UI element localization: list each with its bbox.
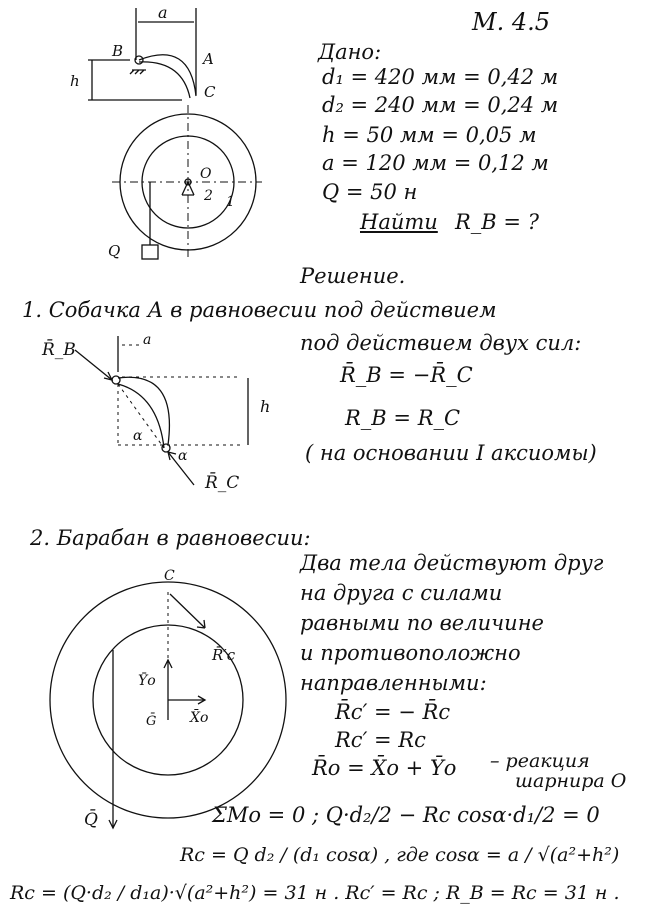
problem-number: М. 4.5 xyxy=(472,8,550,36)
label-Q3: Q̄ xyxy=(84,810,98,830)
given-d1: d₁ = 420 мм = 0,42 м xyxy=(322,65,559,89)
step2-eq3-note1: – реакция xyxy=(490,750,590,772)
figure-drum-forces xyxy=(50,568,286,830)
label-C: C xyxy=(204,83,216,101)
label-alpha1: α xyxy=(133,428,143,444)
step2-eq1: R̄c′ = − R̄c xyxy=(335,700,451,724)
step1-line1: 1. Собачка А в равновесии под действием xyxy=(22,298,497,322)
label-G: Ḡ xyxy=(146,714,157,729)
rc-formula: Rc = Q d₂ / (d₁ cosα) , где cosα = a / √(a²+h²) xyxy=(180,844,620,866)
label-Rc-prime: R̄′c xyxy=(212,646,236,664)
step2-text-1: Два тела действуют друг xyxy=(300,551,604,575)
label-Xo: X̄o xyxy=(190,710,209,726)
step2-text-2: на друга с силами xyxy=(300,581,503,605)
find-value: R_B = ? xyxy=(455,210,539,234)
step2-text-5: направленными: xyxy=(300,671,487,695)
step2-eq2: Rc′ = Rc xyxy=(335,728,426,752)
label-RC: R̄_C xyxy=(205,473,240,493)
step2-eq3: R̄o = X̄o + Ȳo xyxy=(312,756,457,780)
step2-line1: 2. Барабан в равновесии: xyxy=(30,526,311,550)
label-RB: R̄_B xyxy=(42,340,76,360)
label-A: A xyxy=(203,50,214,68)
given-d2: d₂ = 240 мм = 0,24 м xyxy=(322,93,559,117)
label-a2: a xyxy=(143,332,152,348)
label-a: a xyxy=(158,3,168,22)
step2-text-4: и противоположно xyxy=(300,641,521,665)
label-O: O xyxy=(200,166,212,182)
find-label: Найти xyxy=(360,210,438,234)
moment-equation: ΣMo = 0 ; Q·d₂/2 − Rc cosα·d₁/2 = 0 xyxy=(212,803,600,827)
label-alpha2: α xyxy=(178,448,188,464)
step2-text-3: равными по величине xyxy=(300,611,544,635)
step1-note: ( на основании I аксиомы) xyxy=(305,441,597,465)
label-C3: C xyxy=(164,568,175,584)
label-B: B xyxy=(112,42,124,60)
given-a: a = 120 мм = 0,12 м xyxy=(322,151,549,175)
given-h: h = 50 мм = 0,05 м xyxy=(322,123,537,147)
given-title: Дано: xyxy=(318,40,382,64)
label-1: 1 xyxy=(226,194,235,210)
label-h2: h xyxy=(260,397,271,416)
label-Q: Q xyxy=(108,242,121,260)
given-Q: Q = 50 н xyxy=(322,180,418,204)
label-Yo: Ȳo xyxy=(138,673,156,689)
final-answer: Rc = (Q·d₂ / d₁a)·√(a²+h²) = 31 н . Rc′ = Rc ; R_B = Rc = 31 н . xyxy=(10,882,620,904)
label-h: h xyxy=(70,72,80,90)
step1-eq2: R_B = R_C xyxy=(345,406,461,430)
figure-pawl-forces xyxy=(41,332,270,493)
solution-title: Решение. xyxy=(300,264,406,288)
step2-eq3-note2: шарнира O xyxy=(515,770,627,792)
label-2: 2 xyxy=(204,188,213,204)
step1-eq1: R̄_B = −R̄_C xyxy=(340,363,473,387)
step1-line2: под действием двух сил: xyxy=(300,331,582,355)
figure-problem-sketch xyxy=(70,3,262,260)
